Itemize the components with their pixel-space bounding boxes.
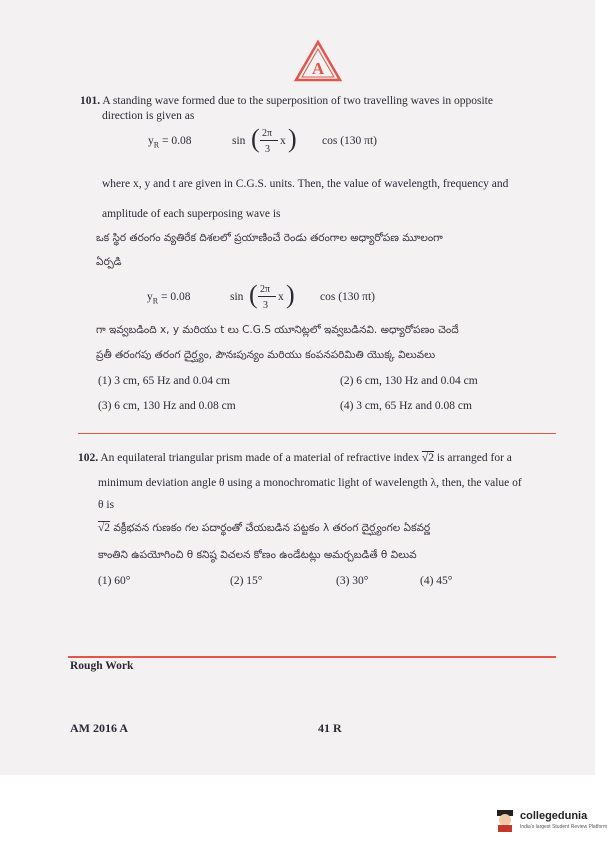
eq2-frac-bar [258,296,276,297]
q101-option-4[interactable]: (4) 3 cm, 65 Hz and 0.08 cm [340,400,472,412]
q102-telugu-line1 [98,522,430,537]
q101-telugu-line4: ప్రతీ తరంగపు తరంగ దైర్ఘ్యం, పౌనఃపున్యం మరియు కంపనపరిమితి యొక్క విలువలు [96,349,436,361]
q101-option-1[interactable]: (1) 3 cm, 65 Hz and 0.04 cm [98,375,230,387]
footer-code: AM 2016 A [70,721,128,735]
eq2-paren-open: ( [249,280,258,309]
eq2-sub: R [152,296,159,306]
q102-option-4[interactable]: (4) 45° [420,575,453,587]
q102-option-3[interactable]: (3) 30° [336,575,369,587]
q102-telugu-root: √2 [98,522,111,534]
q102-telugu-text1: వక్రీభవన గుణకం గల పదార్థంతో చేయబడిన పట్టకం λ తరంగ దైర్ఘ్యంగల ఏకవర్ణ [113,522,431,534]
eq2-sin: sin [230,291,244,303]
q101-telugu-line3: గా ఇవ్వబడింది x, y మరియు t లు C.G.S యూనిట్లలో ఇవ్వబడినవి. అధ్యారోపణం చెందే [96,324,459,336]
q101-telugu-line2: ఏర్పడి [96,256,122,268]
q102-text-line2: minimum deviation angle θ using a monochromatic light of wavelength λ, then, the value of [98,477,522,489]
eq2-y: y [147,291,153,303]
q102-root: √2 [421,452,434,464]
q101-text-line4: amplitude of each superposing wave is [102,208,281,220]
q102-option-2[interactable]: (2) 15° [230,575,263,587]
q101-option-2[interactable]: (2) 6 cm, 130 Hz and 0.04 cm [340,375,478,387]
eq-y: y [148,135,154,147]
q101-line1 [80,94,493,109]
eq2-frac-num: 2π [260,284,271,295]
rough-work-label: Rough Work [70,660,134,672]
q102-number: 102. [78,452,99,464]
q102-line1 [78,451,512,466]
student-avatar-icon [494,808,516,832]
eq-frac-num: 2π [262,128,273,139]
q101-text-line3: where x, y and t are given in C.G.S. units. Then, the value of wavelength, frequency and [102,178,509,190]
q101-text-line1: A standing wave formed due to the superposition of two travelling waves in opposite [102,95,493,107]
q101-text-line2: direction is given as [102,110,195,122]
eq-cos: cos (130 πt) [322,135,377,147]
rough-work-rule [68,656,556,658]
eq2-x: x [278,291,284,303]
question-divider [78,433,556,434]
eq-sub: R [153,140,160,150]
q101-equation-2 [147,290,190,308]
q102-text-line1a: An equilateral triangular prism made of a material of refractive index [100,452,420,464]
eq2-value: = 0.08 [160,291,191,303]
eq2-frac-den: 3 [263,300,268,311]
q101-number: 101. [80,95,101,107]
eq-sin: sin [232,135,246,147]
eq-x: x [280,135,286,147]
q102-telugu-line2: కాంతిని ఉపయోగించి θ కనిష్ఠ విచలన కోణం ఉండేటట్లు అమర్చబడితే θ విలువ [98,549,417,561]
eq2-paren-close: ) [286,280,295,309]
eq-frac-bar [260,140,278,141]
q101-option-3[interactable]: (3) 6 cm, 130 Hz and 0.08 cm [98,400,236,412]
eq2-cos: cos (130 πt) [320,291,375,303]
footer-page: 41 R [318,721,342,735]
eq-frac-den: 3 [265,144,270,155]
q102-text-line3: θ is [98,499,115,511]
eq-paren-close: ) [288,124,297,153]
eq-paren-open: ( [251,124,260,153]
q102-text-line1b: is arranged for a [436,452,512,464]
q101-telugu-line1: ఒక స్థిర తరంగం వ్యతిరేక దిశలలో ప్రయాణించే రెండు తరంగాల అధ్యారోపణ మూలంగా [96,232,443,244]
set-badge-triangle [294,40,342,82]
eq-value: = 0.08 [161,135,192,147]
logo-name: collegedunia [520,810,588,822]
set-badge-letter: A [311,59,325,78]
q102-option-1[interactable]: (1) 60° [98,575,131,587]
q101-equation [148,134,191,152]
logo-tagline: India's largest Student Review Platform [520,824,607,830]
